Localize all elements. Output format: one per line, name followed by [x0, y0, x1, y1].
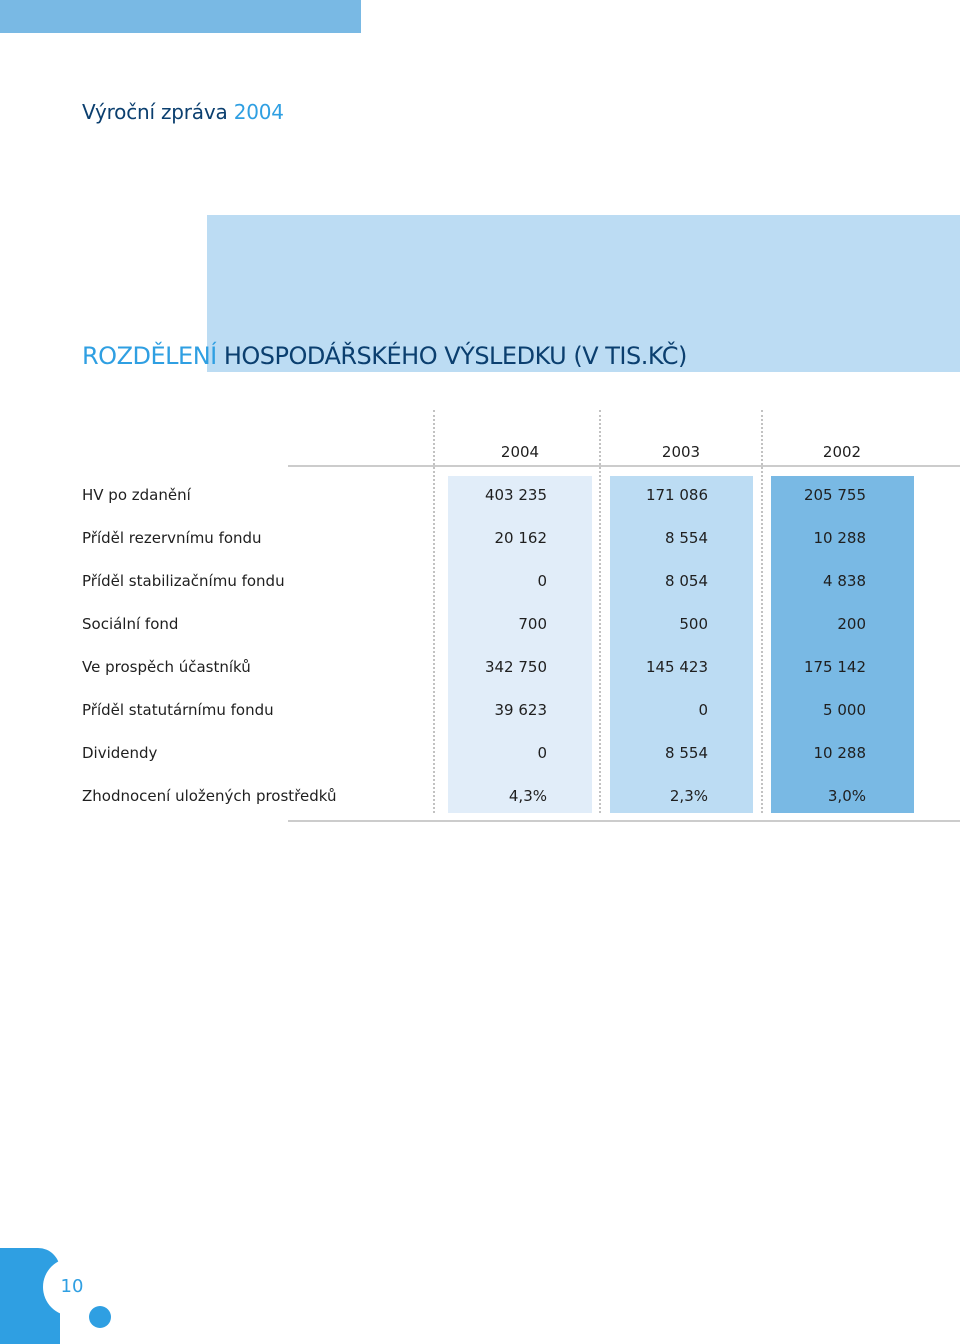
- cell-value: 8 554: [665, 744, 708, 762]
- row-label: Sociální fond: [82, 615, 179, 633]
- cell-value: 205 755: [803, 486, 866, 504]
- cell-value: 4,3%: [508, 787, 547, 805]
- cell-value: 403 235: [484, 486, 547, 504]
- column-background-2002: [771, 476, 914, 813]
- table-header-rule: [288, 465, 960, 467]
- cell-value: 10 288: [813, 529, 866, 547]
- row-label: Příděl statutárnímu fondu: [82, 701, 274, 719]
- column-background-2003: [610, 476, 753, 813]
- column-background-2004: [448, 476, 592, 813]
- cell-value: 3,0%: [827, 787, 866, 805]
- row-label: Zhodnocení uložených prostředků: [82, 787, 337, 805]
- cell-value: 175 142: [803, 658, 866, 676]
- table-bottom-rule: [288, 820, 960, 822]
- cell-value: 0: [537, 744, 547, 762]
- row-label: Příděl rezervnímu fondu: [82, 529, 262, 547]
- page-number: 10: [60, 1276, 84, 1297]
- row-label: HV po zdanění: [82, 486, 191, 504]
- row-label: Příděl stabilizačnímu fondu: [82, 572, 285, 590]
- cell-value: 500: [679, 615, 708, 633]
- cell-value: 700: [518, 615, 547, 633]
- section-title: [82, 342, 687, 370]
- column-header-year: 2003: [661, 443, 701, 461]
- section-title-accent: ROZDĚLENÍ: [82, 342, 217, 370]
- cell-value: 0: [698, 701, 708, 719]
- document-title-year: 2004: [233, 100, 284, 124]
- column-header-year: 2004: [500, 443, 540, 461]
- row-label: Dividendy: [82, 744, 158, 762]
- cell-value: 4 838: [823, 572, 866, 590]
- cell-value: 10 288: [813, 744, 866, 762]
- cell-value: 8 554: [665, 529, 708, 547]
- cell-value: 5 000: [823, 701, 866, 719]
- document-title-prefix: Výroční zpráva: [82, 100, 234, 124]
- cell-value: 0: [537, 572, 547, 590]
- cell-value: 200: [837, 615, 866, 633]
- page-dot-decoration: [89, 1306, 111, 1328]
- row-label: Ve prospěch účastníků: [82, 658, 251, 676]
- section-title-rest: HOSPODÁŘSKÉHO VÝSLEDKU (V TIS.KČ): [216, 342, 687, 370]
- top-color-bar: [0, 0, 361, 33]
- cell-value: 2,3%: [669, 787, 708, 805]
- cell-value: 171 086: [645, 486, 708, 504]
- column-header-year: 2002: [822, 443, 862, 461]
- cell-value: 20 162: [494, 529, 547, 547]
- cell-value: 342 750: [484, 658, 547, 676]
- cell-value: 145 423: [645, 658, 708, 676]
- cell-value: 39 623: [494, 701, 547, 719]
- cell-value: 8 054: [665, 572, 708, 590]
- document-title: [82, 100, 284, 124]
